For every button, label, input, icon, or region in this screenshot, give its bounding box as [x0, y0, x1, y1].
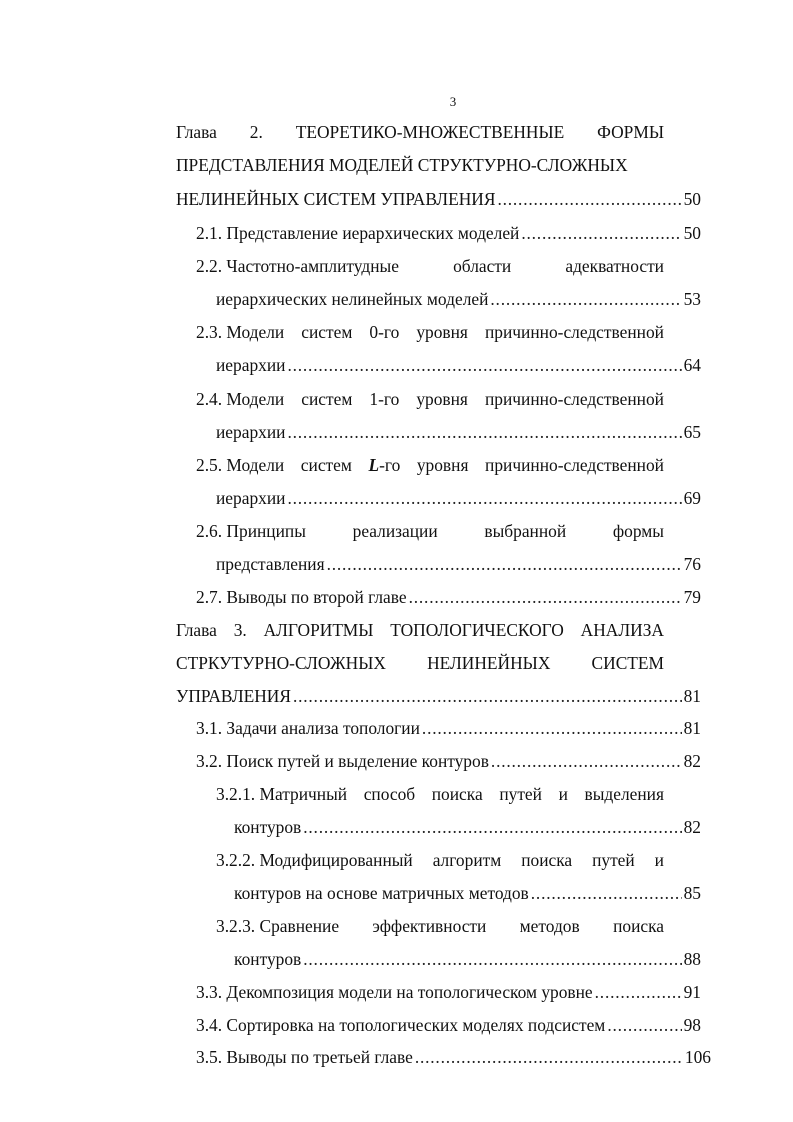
- chapter-2-title-line-2: ПРЕДСТАВЛЕНИЯ МОДЕЛЕЙ СТРУКТУРНО-СЛОЖНЫХ: [176, 155, 628, 175]
- entry-title: представления: [216, 554, 325, 574]
- word: 3.: [233, 620, 247, 640]
- word: области: [453, 256, 512, 276]
- word: эффективности: [372, 916, 487, 936]
- chapter-3-title-line-3: УПРАВЛЕНИЯ: [176, 686, 291, 706]
- dot-leader: [409, 585, 682, 609]
- dot-leader: [287, 353, 681, 377]
- toc-entry-2-5-line-1: [196, 453, 664, 477]
- word: реализации: [352, 521, 438, 541]
- toc-entry-3-2-2[interactable]: [234, 881, 701, 905]
- dot-leader: [303, 947, 681, 971]
- entry-page: 82: [683, 817, 701, 837]
- chapter-3-page: 81: [683, 686, 701, 706]
- dot-leader: [595, 980, 682, 1004]
- dot-leader: [415, 1045, 683, 1069]
- toc-entry-2-2-line-1: [196, 254, 664, 278]
- entry-title: 3.5. Выводы по третьей главе: [196, 1047, 413, 1067]
- toc-entry-3-1[interactable]: [196, 716, 701, 740]
- entry-page: 50: [683, 223, 701, 243]
- entry-page: 69: [683, 488, 701, 508]
- toc-entry-2-3[interactable]: [216, 353, 701, 377]
- toc-entry-3-2-3[interactable]: [234, 947, 701, 971]
- word: систем: [300, 455, 352, 475]
- chapter-2-page: 50: [683, 189, 701, 209]
- entry-title: контуров на основе матричных методов: [234, 883, 529, 903]
- toc-entry-2-6[interactable]: [216, 552, 701, 576]
- page-number: 3: [449, 94, 457, 109]
- word: и: [558, 784, 568, 804]
- chapter-3-title-line-2: [176, 651, 664, 675]
- level-suffix: -го: [379, 455, 401, 475]
- entry-title: контуров: [234, 949, 302, 969]
- word: систем: [301, 322, 353, 342]
- chapter-2-title-line-1: [176, 120, 664, 144]
- word: 1-го: [369, 389, 400, 409]
- word: 2.6. Принципы: [196, 521, 306, 541]
- word: 2.: [249, 122, 263, 142]
- dot-leader: [607, 1013, 681, 1037]
- word: 3.2.3. Сравнение: [216, 916, 340, 936]
- toc-entry-2-4[interactable]: [216, 420, 701, 444]
- chapter-3-title-line-1: [176, 618, 664, 642]
- entry-title: иерархических нелинейных моделей: [216, 289, 489, 309]
- word: систем: [301, 389, 353, 409]
- entry-page: 106: [684, 1047, 711, 1067]
- toc-entry-2-6-line-1: [196, 519, 664, 543]
- word: путей: [592, 850, 635, 870]
- word: поиска: [613, 916, 664, 936]
- entry-page: 53: [683, 289, 701, 309]
- toc-entry-3-5[interactable]: [196, 1045, 711, 1069]
- toc-entry-3-2-2-line-1: [216, 848, 664, 872]
- word: АНАЛИЗА: [580, 620, 664, 640]
- dot-leader: [497, 187, 681, 211]
- toc-entry-3-2-3-line-1: [216, 914, 664, 938]
- entry-page: 81: [683, 718, 701, 738]
- toc-entry-2-4-line-1: [196, 387, 664, 411]
- entry-title: 3.3. Декомпозиция модели на топологическом уровне: [196, 982, 593, 1002]
- toc-entry-2-2[interactable]: [216, 287, 701, 311]
- word: путей: [499, 784, 542, 804]
- entry-title: 2.1. Представление иерархических моделей: [196, 223, 520, 243]
- word: Глава: [176, 620, 217, 640]
- word: способ: [363, 784, 416, 804]
- word: причинно-следственной: [484, 389, 664, 409]
- word: СТРКУТУРНО-СЛОЖНЫХ: [176, 653, 386, 673]
- dot-leader: [303, 815, 681, 839]
- word: ТЕОРЕТИКО-МНОЖЕСТВЕННЫЕ: [295, 122, 565, 142]
- chapter-3-entry[interactable]: [176, 684, 701, 708]
- word: уровня: [416, 322, 468, 342]
- word: и: [654, 850, 664, 870]
- word: Глава: [176, 122, 217, 142]
- entry-title: 3.4. Сортировка на топологических моделях подсистем: [196, 1015, 606, 1035]
- entry-page: 85: [683, 883, 701, 903]
- word: 2.2. Частотно-амплитудные: [196, 256, 399, 276]
- chapter-2-title-line-3: НЕЛИНЕЙНЫХ СИСТЕМ УПРАВЛЕНИЯ: [176, 189, 496, 209]
- word: уровня: [416, 455, 469, 475]
- toc-entry-3-3[interactable]: [196, 980, 701, 1004]
- entry-page: 79: [683, 587, 701, 607]
- italic-l: L: [368, 455, 380, 475]
- word: выделения: [584, 784, 664, 804]
- dot-leader: [287, 486, 681, 510]
- word: СИСТЕМ: [591, 653, 664, 673]
- word: ТОПОЛОГИЧЕСКОГО: [390, 620, 564, 640]
- word: методов: [519, 916, 580, 936]
- word: 3.2.2. Модифицированный: [216, 850, 413, 870]
- word: 2.3. Модели: [196, 322, 285, 342]
- entry-title: 3.2. Поиск путей и выделение контуров: [196, 751, 489, 771]
- toc-entry-2-5[interactable]: [216, 486, 701, 510]
- toc-entry-3-2[interactable]: [196, 749, 701, 773]
- dot-leader: [531, 881, 682, 905]
- toc-entry-2-1[interactable]: [196, 221, 701, 245]
- entry-page: 64: [683, 355, 701, 375]
- word: поиска: [431, 784, 483, 804]
- entry-title: иерархии: [216, 355, 286, 375]
- word-l-level: [368, 453, 400, 477]
- word: 3.2.1. Матричный: [216, 784, 348, 804]
- dot-leader: [293, 684, 682, 708]
- word: формы: [612, 521, 664, 541]
- dot-leader: [422, 716, 682, 740]
- word: 2.4. Модели: [196, 389, 285, 409]
- word: ФОРМЫ: [597, 122, 664, 142]
- entry-title: иерархии: [216, 488, 286, 508]
- entry-page: 98: [683, 1015, 701, 1035]
- entry-page: 82: [683, 751, 701, 771]
- entry-title: 2.7. Выводы по второй главе: [196, 587, 407, 607]
- entry-title: 3.1. Задачи анализа топологии: [196, 718, 420, 738]
- dot-leader: [491, 749, 682, 773]
- entry-page: 65: [683, 422, 701, 442]
- dot-leader: [521, 221, 681, 245]
- word: алгоритм: [432, 850, 502, 870]
- dot-leader: [490, 287, 681, 311]
- dot-leader: [327, 552, 682, 576]
- toc-entry-3-4[interactable]: [196, 1013, 701, 1037]
- toc-entry-2-3-line-1: [196, 320, 664, 344]
- entry-title: контуров: [234, 817, 302, 837]
- word: 0-го: [369, 322, 400, 342]
- word: причинно-следственной: [485, 455, 664, 475]
- word: уровня: [416, 389, 468, 409]
- entry-page: 88: [683, 949, 701, 969]
- word: адекватности: [565, 256, 664, 276]
- word: АЛГОРИТМЫ: [263, 620, 374, 640]
- dot-leader: [287, 420, 681, 444]
- toc-entry-2-7[interactable]: [196, 585, 701, 609]
- toc-entry-3-2-1-line-1: [216, 782, 664, 806]
- entry-page: 91: [683, 982, 701, 1002]
- word: причинно-следственной: [484, 322, 664, 342]
- entry-title: иерархии: [216, 422, 286, 442]
- toc-entry-3-2-1[interactable]: [234, 815, 701, 839]
- word: 2.5. Модели: [196, 455, 285, 475]
- entry-page: 76: [683, 554, 701, 574]
- word: поиска: [521, 850, 573, 870]
- word: выбранной: [484, 521, 567, 541]
- chapter-2-entry[interactable]: [176, 187, 701, 211]
- word: НЕЛИНЕЙНЫХ: [427, 653, 551, 673]
